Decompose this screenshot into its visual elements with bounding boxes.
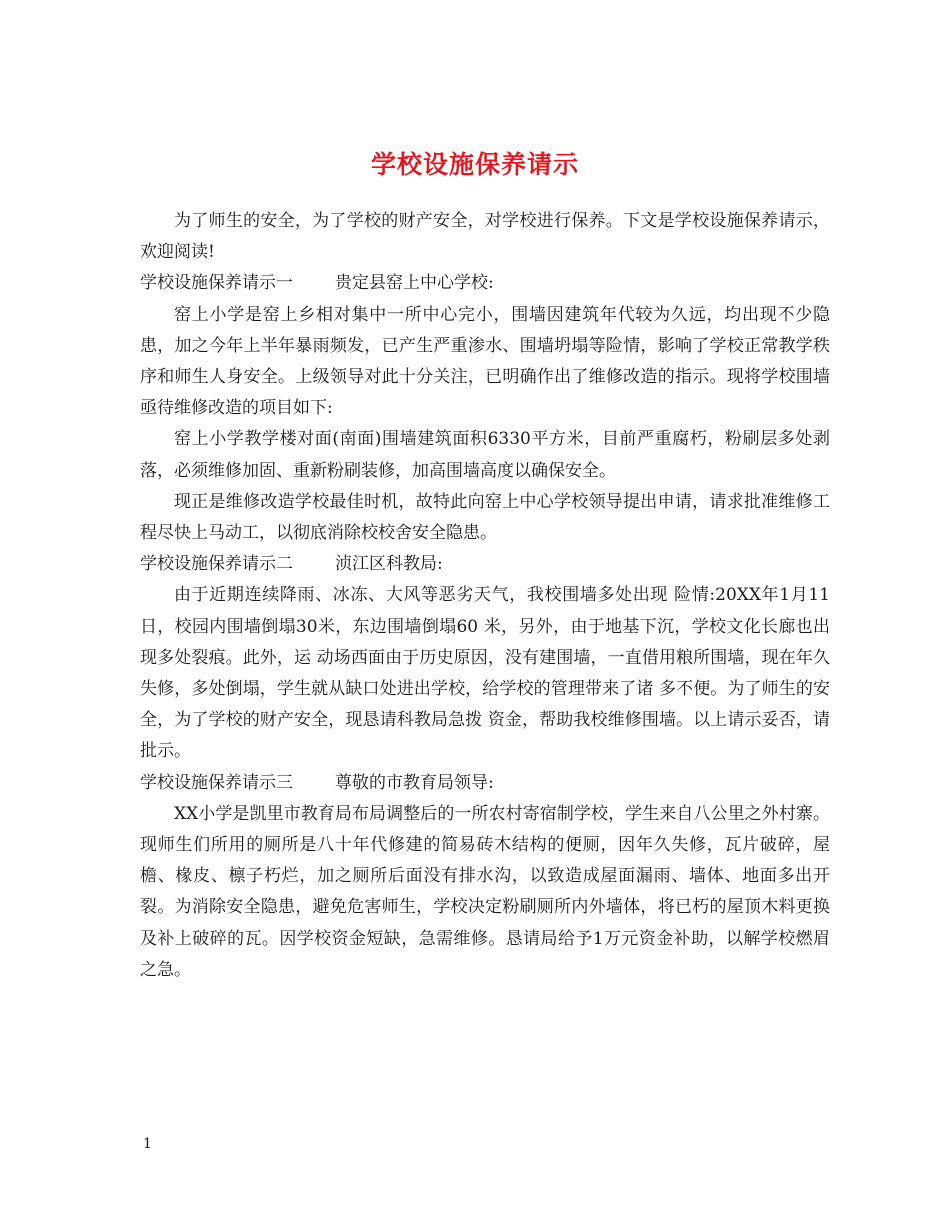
section-paragraph: 现正是维修改造学校最佳时机，故特此向窑上中心学校领导提出申请，请求批准维修工程尽快上马动工，以彻底消除校校舍安全隐患。 [140,491,830,544]
page-number: 1 [143,1136,152,1152]
document-body [140,206,830,986]
section-heading [140,268,830,299]
section-recipient: 浈江区科教局: [335,554,443,575]
section-title: 学校设施保养请示三 [140,772,293,793]
section-title: 学校设施保养请示二 [140,554,293,575]
section-heading [140,549,830,580]
intro-paragraph: 为了师生的安全，为了学校的财产安全，对学校进行保养。下文是学校设施保养请示，欢迎阅读! [140,211,830,263]
section-recipient: 尊敬的市教育局领导: [335,772,494,793]
section-paragraph: 窑上小学教学楼对面(南面)围墙建筑面积6330平方米，目前严重腐朽，粉刷层多处剥落，必须维修加固、重新粉刷装修，加高围墙高度以确保安全。 [140,429,830,481]
section-paragraph: 由于近期连续降雨、冰冻、大风等恶劣天气，我校围墙多处出现 险情:20XX年1月11日，校园内围墙倒塌30米，东边围墙倒塌60 米，另外，由于地基下沉，学校文化长廊也出现多处裂痕。此外，运 动场西面由于历史原因，没有建围墙，一直借用粮所围墙，现在年久 失修，多处倒塌，学生就从缺口处进出学校，给学校的管理带来了诸 多不便。为了师生的安全，为了学校的财产安全，现恳请科教局急拨 资金，帮助我校维修围墙。以上请示妥否，请批示。 [140,585,830,762]
section-recipient: 贵定县窑上中心学校: [335,273,494,294]
section-heading [140,768,830,799]
section-title: 学校设施保养请示一 [140,273,293,294]
section-paragraph: XX小学是凯里市教育局布局调整后的一所农村寄宿制学校，学生来自八公里之外村寨。现师生们所用的厕所是八十年代修建的简易砖木结构的便厕，因年久失修，瓦片破碎，屋檐、椽皮、檩子朽烂，加之厕所后面没有排水沟，以致造成屋面漏雨、墙体、地面多出开裂。为消除安全隐患，避免危害师生，学校决定粉刷厕所内外墙体，将已朽的屋顶木料更换及补上破碎的瓦。因学校资金短缺，急需维修。恳请局给予1万元资金补助，以解学校燃眉之急。 [140,803,830,980]
section-paragraph: 窑上小学是窑上乡相对集中一所中心完小，围墙因建筑年代较为久远，均出现不少隐患，加之今年上半年暴雨频发，已产生严重渗水、围墙坍塌等险情，影响了学校正常教学秩序和师生人身安全。上级领导对此十分关注，已明确作出了维修改造的指示。现将学校围墙亟待维修改造的项目如下: [140,304,830,419]
document-title: 学校设施保养请示 [370,149,579,179]
